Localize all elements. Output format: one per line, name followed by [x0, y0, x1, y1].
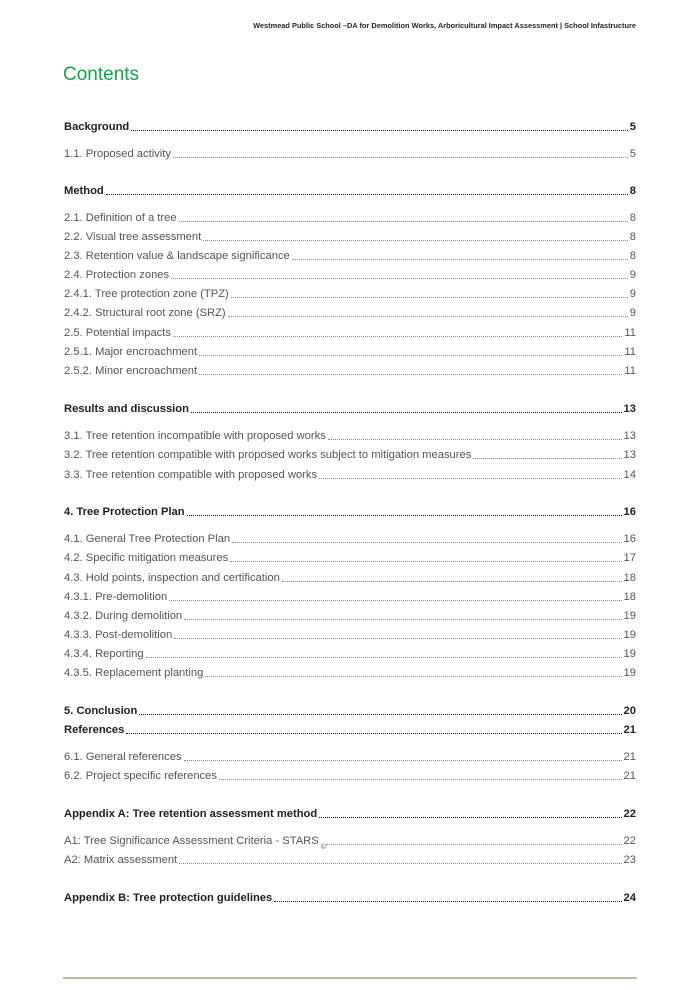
dot-leader	[174, 624, 621, 639]
dot-leader	[131, 116, 627, 131]
toc-entry-label: 2.1. Definition of a tree	[64, 212, 177, 224]
toc-entry-label: 4.3.4. Reporting	[64, 648, 144, 660]
toc-subentry[interactable]	[64, 588, 636, 604]
toc-entry-label: 2.5.2. Minor encroachment	[64, 365, 198, 377]
toc-entry-label: 2.3. Retention value & landscape significance	[64, 250, 290, 262]
toc-page-number: 22	[623, 808, 636, 820]
running-header: Westmead Public School –DA for Demolition Works, Arboricultural Impact Assessment | School Infastructure	[253, 21, 636, 30]
toc-entry-label: 4.3. Hold points, inspection and certification	[64, 572, 280, 584]
toc-page-number: 9	[629, 288, 636, 300]
toc-entry-label: 2.5. Potential impacts	[64, 327, 171, 339]
toc-page-number: 8	[629, 212, 636, 224]
toc-subentry[interactable]	[64, 362, 636, 378]
dot-leader	[319, 803, 621, 818]
toc-subentry[interactable]	[64, 569, 636, 585]
toc-subentry[interactable]	[64, 851, 636, 867]
dot-leader	[184, 746, 622, 761]
toc-entry-label: 4.3.2. During demolition	[64, 610, 183, 622]
toc-subentry[interactable]	[64, 549, 636, 565]
toc-subentry[interactable]: A1: Tree Significance Assessment Criteria - STARS © 22	[64, 832, 636, 848]
toc-entry-label: Background	[64, 121, 130, 133]
toc-page-number: 9	[629, 307, 636, 319]
toc-page-number: 5	[629, 148, 636, 160]
toc-entry-label: 4.3.3. Post-demolition	[64, 629, 173, 641]
dot-leader	[187, 501, 622, 516]
dot-leader	[473, 444, 621, 459]
toc-page-number: 8	[629, 250, 636, 262]
toc-entry-label: Appendix B: Tree protection guidelines	[64, 892, 273, 904]
toc-subentry[interactable]	[64, 645, 636, 661]
toc-entry-label: A1: Tree Significance Assessment Criteria - STARS	[64, 835, 319, 847]
toc-entry-label: 3.3. Tree retention compatible with proposed works	[64, 469, 318, 481]
toc-page-number: 14	[623, 469, 636, 481]
toc-entry-label: 2.5.1. Major encroachment	[64, 346, 198, 358]
dot-leader	[230, 547, 621, 562]
page-title: Contents	[63, 64, 140, 85]
toc-subentry[interactable]	[64, 209, 636, 225]
toc-page-number: 17	[623, 552, 636, 564]
toc-subentry[interactable]	[64, 285, 636, 301]
toc-subentry[interactable]	[64, 266, 636, 282]
toc-heading-entry[interactable]	[64, 805, 636, 821]
toc-entry-label: Method	[64, 185, 104, 197]
dot-leader	[231, 283, 628, 298]
toc-entry-label: A2: Matrix assessment	[64, 854, 178, 866]
dot-leader	[326, 830, 622, 845]
toc-heading-entry[interactable]	[64, 118, 636, 134]
toc-heading-entry[interactable]	[64, 889, 636, 905]
toc-page-number: 21	[623, 724, 636, 736]
toc-entry-label: 2.4. Protection zones	[64, 269, 170, 281]
toc-page-number: 18	[623, 591, 636, 603]
toc-entry-label: 1.1. Proposed activity	[64, 148, 171, 160]
toc-subentry[interactable]	[64, 247, 636, 263]
toc-entry-label: 4.3.5. Replacement planting	[64, 667, 204, 679]
toc-entry-label: 3.1. Tree retention incompatible with proposed works	[64, 430, 326, 442]
toc-page-number: 8	[629, 231, 636, 243]
toc-entry-label: 4.2. Specific mitigation measures	[64, 552, 229, 564]
dot-leader	[205, 662, 621, 677]
toc-page-number: 21	[623, 751, 636, 763]
dot-leader	[173, 143, 628, 158]
toc-subentry[interactable]	[64, 324, 636, 340]
dot-leader	[319, 464, 621, 479]
dot-leader	[203, 226, 628, 241]
dot-leader	[199, 360, 622, 375]
toc-entry-label: 2.4.2. Structural root zone (SRZ)	[64, 307, 226, 319]
toc-subentry[interactable]	[64, 607, 636, 623]
toc-heading-entry[interactable]	[64, 503, 636, 519]
toc-subentry[interactable]	[64, 427, 636, 443]
dot-leader	[106, 180, 628, 195]
toc-page-number: 11	[624, 327, 636, 339]
toc-subentry[interactable]	[64, 304, 636, 320]
toc-subentry[interactable]	[64, 446, 636, 462]
toc-page-number: 16	[623, 506, 636, 518]
dot-leader	[171, 264, 628, 279]
toc-entry-label: 6.2. Project specific references	[64, 770, 217, 782]
dot-leader	[179, 207, 628, 222]
toc-heading-entry[interactable]	[64, 702, 636, 718]
toc-page-number: 20	[623, 705, 636, 717]
toc-page-number: 24	[623, 892, 636, 904]
toc-page-number: 19	[623, 629, 636, 641]
toc-entry-label: Results and discussion	[64, 403, 189, 415]
toc-page-number: 13	[623, 430, 636, 442]
toc-entry-label: 4.3.1. Pre-demolition	[64, 591, 168, 603]
toc-subentry[interactable]	[64, 343, 636, 359]
dot-leader	[274, 887, 621, 902]
toc-page-number: 11	[624, 365, 636, 377]
toc-subentry[interactable]	[64, 748, 636, 764]
toc-subentry[interactable]	[64, 145, 636, 161]
toc-heading-entry[interactable]	[64, 182, 636, 198]
dot-leader	[199, 341, 622, 356]
toc-page-number: 18	[623, 572, 636, 584]
dot-leader	[219, 765, 622, 780]
toc-entry-label: 3.2. Tree retention compatible with proposed works subject to mitigation measures	[64, 449, 472, 461]
dot-leader	[191, 398, 622, 413]
toc-entry-label: 4. Tree Protection Plan	[64, 506, 185, 518]
dot-leader	[232, 528, 622, 543]
toc-page-number: 21	[623, 770, 636, 782]
toc-subentry[interactable]	[64, 466, 636, 482]
dot-leader	[328, 425, 622, 440]
toc-page-number: 8	[629, 185, 636, 197]
toc-page-number: 11	[624, 346, 636, 358]
toc-heading-entry[interactable]	[64, 400, 636, 416]
toc-page-number: 13	[623, 449, 636, 461]
toc-entry-label: Appendix A: Tree retention assessment method	[64, 808, 318, 820]
toc-subentry[interactable]	[64, 530, 636, 546]
toc-page-number: 9	[629, 269, 636, 281]
dot-leader	[146, 643, 622, 658]
toc-entry-label: 5. Conclusion	[64, 705, 138, 717]
toc-page-number: 22	[623, 835, 636, 847]
dot-leader	[126, 719, 621, 734]
dot-leader	[169, 586, 621, 601]
toc-subentry[interactable]	[64, 767, 636, 783]
toc-subentry[interactable]	[64, 626, 636, 642]
dot-leader	[139, 700, 621, 715]
toc-subentry[interactable]	[64, 664, 636, 680]
dot-leader	[184, 605, 621, 620]
dot-leader	[282, 567, 622, 582]
toc-page-number: 19	[623, 610, 636, 622]
toc-heading-entry[interactable]	[64, 721, 636, 737]
toc-page-number: 23	[623, 854, 636, 866]
dot-leader	[228, 302, 628, 317]
toc-entry-label: 2.2. Visual tree assessment	[64, 231, 202, 243]
toc-entry-label: 2.4.1. Tree protection zone (TPZ)	[64, 288, 229, 300]
toc-page-number: 13	[623, 403, 636, 415]
toc-page-number: 16	[623, 533, 636, 545]
footer-divider	[63, 977, 637, 979]
dot-leader	[173, 322, 622, 337]
toc-page-number: 5	[629, 121, 636, 133]
toc-subentry[interactable]	[64, 228, 636, 244]
dot-leader	[179, 849, 621, 864]
toc-entry-label: 6.1. General references	[64, 751, 182, 763]
toc-page-number: 19	[623, 648, 636, 660]
dot-leader	[292, 245, 628, 260]
toc-page-number: 19	[623, 667, 636, 679]
toc-entry-label: 4.1. General Tree Protection Plan	[64, 533, 231, 545]
toc-entry-label: References	[64, 724, 125, 736]
